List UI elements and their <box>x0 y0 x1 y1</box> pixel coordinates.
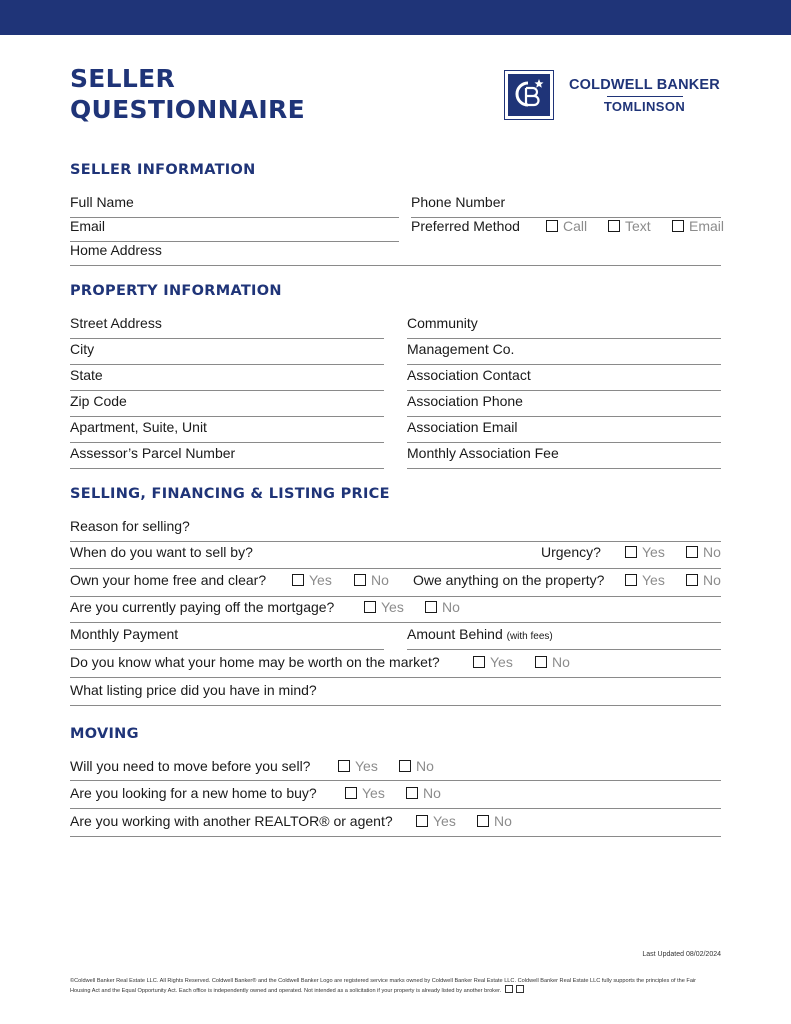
checkbox-icon <box>345 787 357 799</box>
phone-number-label: Phone Number <box>411 194 506 210</box>
email-method-checkbox[interactable]: Email <box>672 218 724 234</box>
agent-no-checkbox[interactable]: No <box>477 813 512 829</box>
move-before-no-checkbox[interactable]: No <box>399 758 434 774</box>
realtor-icon <box>516 985 524 993</box>
checkbox-icon <box>425 601 437 613</box>
checkbox-icon <box>399 760 411 772</box>
reason-for-selling-field[interactable]: Reason for selling? <box>70 516 721 542</box>
section-heading-selling-financing: SELLING, FINANCING & LISTING PRICE <box>70 486 390 502</box>
move-before-row: Will you need to move before you sell? Yes No <box>70 755 721 781</box>
paying-mortgage-row: Are you currently paying off the mortgage? Yes No <box>70 597 721 623</box>
agent-yes-checkbox[interactable]: Yes <box>416 813 456 829</box>
urgency-no-checkbox[interactable]: No <box>686 544 721 560</box>
state-field[interactable]: State <box>70 365 384 391</box>
checkbox-icon <box>686 546 698 558</box>
title-line-2: QUESTIONNAIRE <box>70 95 305 124</box>
checkbox-icon <box>416 815 428 827</box>
working-with-agent-row: Are you working with another REALTOR® or agent? Yes No <box>70 810 721 837</box>
logo-line-1: COLDWELL BANKER <box>569 77 720 93</box>
preferred-method-row <box>411 216 725 242</box>
phone-number-field[interactable] <box>411 192 721 218</box>
listing-price-field[interactable]: What listing price did you have in mind? <box>70 679 721 706</box>
checkbox-icon <box>625 574 637 586</box>
apartment-suite-unit-field[interactable]: Apartment, Suite, Unit <box>70 417 384 443</box>
call-checkbox[interactable]: Call <box>546 218 587 234</box>
cb-logo-mark <box>504 70 554 120</box>
worth-yes-checkbox[interactable]: Yes <box>473 654 513 670</box>
top-banner <box>0 0 791 35</box>
urgency-yes-checkbox[interactable]: Yes <box>625 544 665 560</box>
community-field[interactable]: Community <box>407 313 721 339</box>
amount-behind-label: Amount Behind (with fees) <box>407 626 553 642</box>
assessor-parcel-number-field[interactable]: Assessor’s Parcel Number <box>70 443 384 469</box>
checkbox-icon <box>477 815 489 827</box>
looking-no-checkbox[interactable]: No <box>406 785 441 801</box>
home-address-label: Home Address <box>70 242 162 258</box>
equal-housing-icon <box>505 985 513 993</box>
title-line-1: SELLER <box>70 64 176 93</box>
full-name-field[interactable] <box>70 192 399 218</box>
checkbox-icon <box>364 601 376 613</box>
amount-behind-field[interactable] <box>407 624 721 650</box>
urgency-label: Urgency? <box>541 544 601 560</box>
sell-by-row[interactable] <box>70 541 721 569</box>
full-name-label: Full Name <box>70 194 134 210</box>
mortgage-no-checkbox[interactable]: No <box>425 599 460 615</box>
own-free-row: Own your home free and clear? Yes No Owe anything on the property? Yes No <box>70 569 721 597</box>
email-field[interactable] <box>70 216 399 242</box>
home-address-field[interactable] <box>70 240 721 266</box>
checkbox-icon <box>338 760 350 772</box>
checkbox-icon <box>535 656 547 668</box>
preferred-method-label: Preferred Method <box>411 218 520 234</box>
own-free-no-checkbox[interactable]: No <box>354 572 389 588</box>
email-label: Email <box>70 218 106 234</box>
checkbox-icon <box>686 574 698 586</box>
checkbox-icon <box>473 656 485 668</box>
text-checkbox[interactable]: Text <box>608 218 651 234</box>
association-contact-field[interactable]: Association Contact <box>407 365 721 391</box>
sell-by-label: When do you want to sell by? <box>70 544 253 560</box>
own-free-yes-checkbox[interactable]: Yes <box>292 572 332 588</box>
logo-line-2: TOMLINSON <box>603 99 686 114</box>
checkbox-icon <box>546 220 558 232</box>
management-co-field[interactable]: Management Co. <box>407 339 721 365</box>
association-phone-field[interactable]: Association Phone <box>407 391 721 417</box>
looking-new-home-row: Are you looking for a new home to buy? Yes No <box>70 782 721 809</box>
worth-no-checkbox[interactable]: No <box>535 654 570 670</box>
coldwell-banker-logo <box>504 70 726 122</box>
checkbox-icon <box>625 546 637 558</box>
looking-yes-checkbox[interactable]: Yes <box>345 785 385 801</box>
owe-no-checkbox[interactable]: No <box>686 572 721 588</box>
section-heading-property-information: PROPERTY INFORMATION <box>70 283 282 299</box>
monthly-association-fee-field[interactable]: Monthly Association Fee <box>407 443 721 469</box>
checkbox-icon <box>292 574 304 586</box>
checkbox-icon <box>608 220 620 232</box>
mortgage-yes-checkbox[interactable]: Yes <box>364 599 404 615</box>
checkbox-icon <box>672 220 684 232</box>
checkbox-icon <box>354 574 366 586</box>
zip-code-field[interactable]: Zip Code <box>70 391 384 417</box>
checkbox-icon <box>406 787 418 799</box>
last-updated-date: Last Updated 08/02/2024 <box>642 951 721 958</box>
association-email-field[interactable]: Association Email <box>407 417 721 443</box>
section-heading-moving: MOVING <box>70 726 139 742</box>
legal-disclaimer: ©Coldwell Banker Real Estate LLC. All Rights Reserved. Coldwell Banker® and the Coldwell Banker Logo are registered service marks owned by Coldwell Banker Real Estate LLC. Coldwell Banker Real Estate LLC fully supports the principles of the Fair Housing Act and the Equal Opportunity Act. Each office is independently owned and operated. Not intended as a solicitation if your property is already listed by another broker. <box>70 978 697 994</box>
move-before-yes-checkbox[interactable]: Yes <box>338 758 378 774</box>
city-field[interactable]: City <box>70 339 384 365</box>
page-title <box>70 63 305 125</box>
street-address-field[interactable]: Street Address <box>70 313 384 339</box>
section-heading-seller-information: SELLER INFORMATION <box>70 162 256 178</box>
monthly-payment-field[interactable]: Monthly Payment <box>70 624 384 650</box>
home-worth-row: Do you know what your home may be worth on the market? Yes No <box>70 651 721 678</box>
owe-yes-checkbox[interactable]: Yes <box>625 572 665 588</box>
